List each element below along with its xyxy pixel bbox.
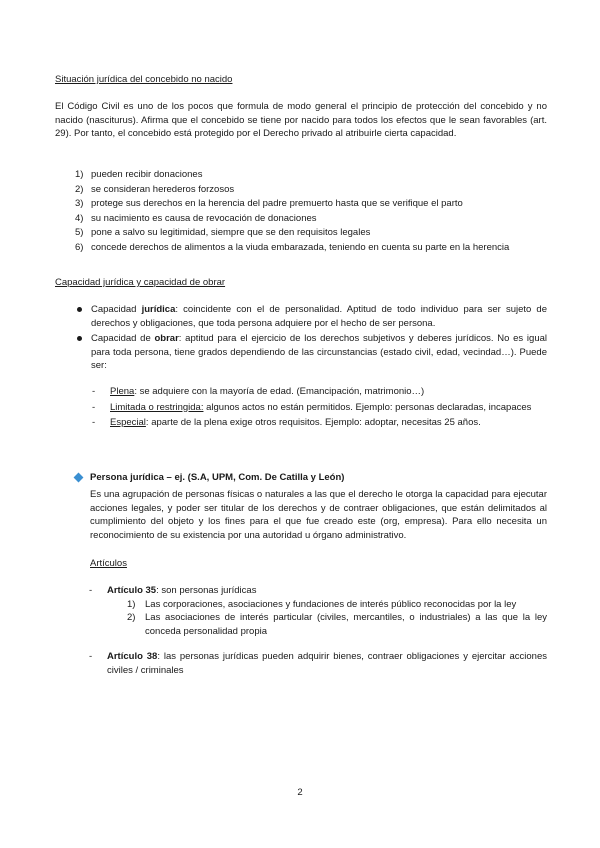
list-number: 5) — [75, 227, 84, 238]
list-item — [55, 241, 555, 256]
list-number: 6) — [75, 241, 84, 253]
paragraph-concebido: El Código Civil es uno de los pocos que formula de modo general el principio de protección del concebido y no nacido (nasciturus). Afirma que el concebido se tiene por nacido para todos los efectos que le sean favorables (art. 29). Por tanto, el concebido está protegido por el Derecho privado al atribuirle cierta capacidad. — [55, 101, 547, 139]
term-limitada: Limitada o restringida: — [110, 401, 204, 413]
diamond-bullet-icon — [74, 473, 84, 483]
list-item: - Especial: aparte de la plena exige otros requisitos. Ejemplo: adoptar, necesitas 25 años. — [92, 417, 481, 428]
list-text: pueden recibir donaciones — [91, 169, 203, 180]
list-item: - Limitada o restringida: algunos actos no están permitidos. Ejemplo: personas declaradas, incapaces — [92, 401, 532, 413]
list-item — [55, 226, 555, 241]
list-item — [55, 197, 555, 212]
bullet-icon — [77, 307, 82, 312]
list-item — [55, 212, 555, 227]
term-plena: Plena — [110, 386, 135, 397]
list-item: - Plena: se adquiere con la mayoría de edad. (Emancipación, matrimonio…) — [92, 386, 425, 397]
list-number: 2) — [75, 183, 84, 195]
bullet-icon — [77, 336, 82, 341]
bullet-item-juridica: Capacidad jurídica: coincidente con el de personalidad. Aptitud de todo individuo para ser sujeto de derechos y obligaciones, que toda persona adquiere por el hecho de ser persona. — [55, 303, 547, 330]
section-heading-concebido: Situación jurídica del concebido no nacido — [55, 74, 233, 85]
term-especial: Especial — [110, 417, 146, 428]
articulo-35-sublist — [107, 598, 547, 639]
list-number: 1) — [75, 169, 84, 180]
list-item — [55, 183, 555, 198]
list-text: protege sus derechos en la herencia del padre premuerto hasta que se verifique el parto — [91, 198, 463, 209]
list-item: 1) Las corporaciones, asociaciones y fundaciones de interés público reconocidas por la ley — [127, 598, 517, 610]
articulos-heading: Artículos — [90, 558, 127, 569]
paragraph-persona-juridica: Es una agrupación de personas físicas o naturales a las que el derecho le otorga la capacidad para ejecutar acciones legales, y poder ser titular de los derechos y de contraer obligaciones, que están delimitados al cumplimiento del objeto y los fines para el que fue creado este (org, empresa). Para ello necesita un reconocimiento de su existencia por una autoridad u órgano administrativo. — [90, 489, 547, 541]
numbered-list-concebido — [55, 168, 555, 255]
page-number: 2 — [297, 787, 303, 798]
list-number: 4) — [75, 212, 84, 224]
articulo-35: - Artículo 35: son personas jurídicas 1) Las corporaciones, asociaciones y fundaciones de interés público reconocidas por la ley 2) Las asociaciones de interés particular (civiles, mercantiles, o industriales) a las que la ley conceda personalidad propia — [89, 585, 547, 637]
articulo-38: - Artículo 38: las personas jurídicas pueden adquirir bienes, contraer obligaciones y ejercitar acciones civiles / criminales — [89, 651, 547, 676]
section-heading-persona-juridica: Persona jurídica – ej. (S.A, UPM, Com. De Catilla y León) — [90, 472, 345, 483]
list-text: pone a salvo su legitimidad, siempre que se den requisitos legales — [91, 227, 371, 238]
bullet-list-capacidad — [55, 303, 547, 373]
list-item: 2) Las asociaciones de interés particular (civiles, mercantiles, o industriales) a las que la ley conceda personalidad propia — [127, 612, 547, 637]
list-text: se consideran herederos forzosos — [91, 183, 235, 195]
list-number: 3) — [75, 198, 84, 209]
section-heading-capacidad: Capacidad jurídica y capacidad de obrar — [55, 277, 226, 288]
bullet-item-obrar: Capacidad de obrar: aptitud para el ejercicio de los derechos subjetivos y deberes jurídicos. No es igual para toda persona, tiene grados dependiendo de las circunstancias (estado civil, edad, vecindad…). Puede ser: — [55, 332, 547, 373]
articulos-list — [0, 584, 547, 677]
capacity-types-list — [55, 385, 547, 430]
list-item — [55, 168, 555, 183]
list-text: su nacimiento es causa de revocación de donaciones — [91, 212, 317, 224]
list-text: concede derechos de alimentos a la viuda embarazada, teniendo en cuenta su parte en la herencia — [91, 241, 510, 253]
